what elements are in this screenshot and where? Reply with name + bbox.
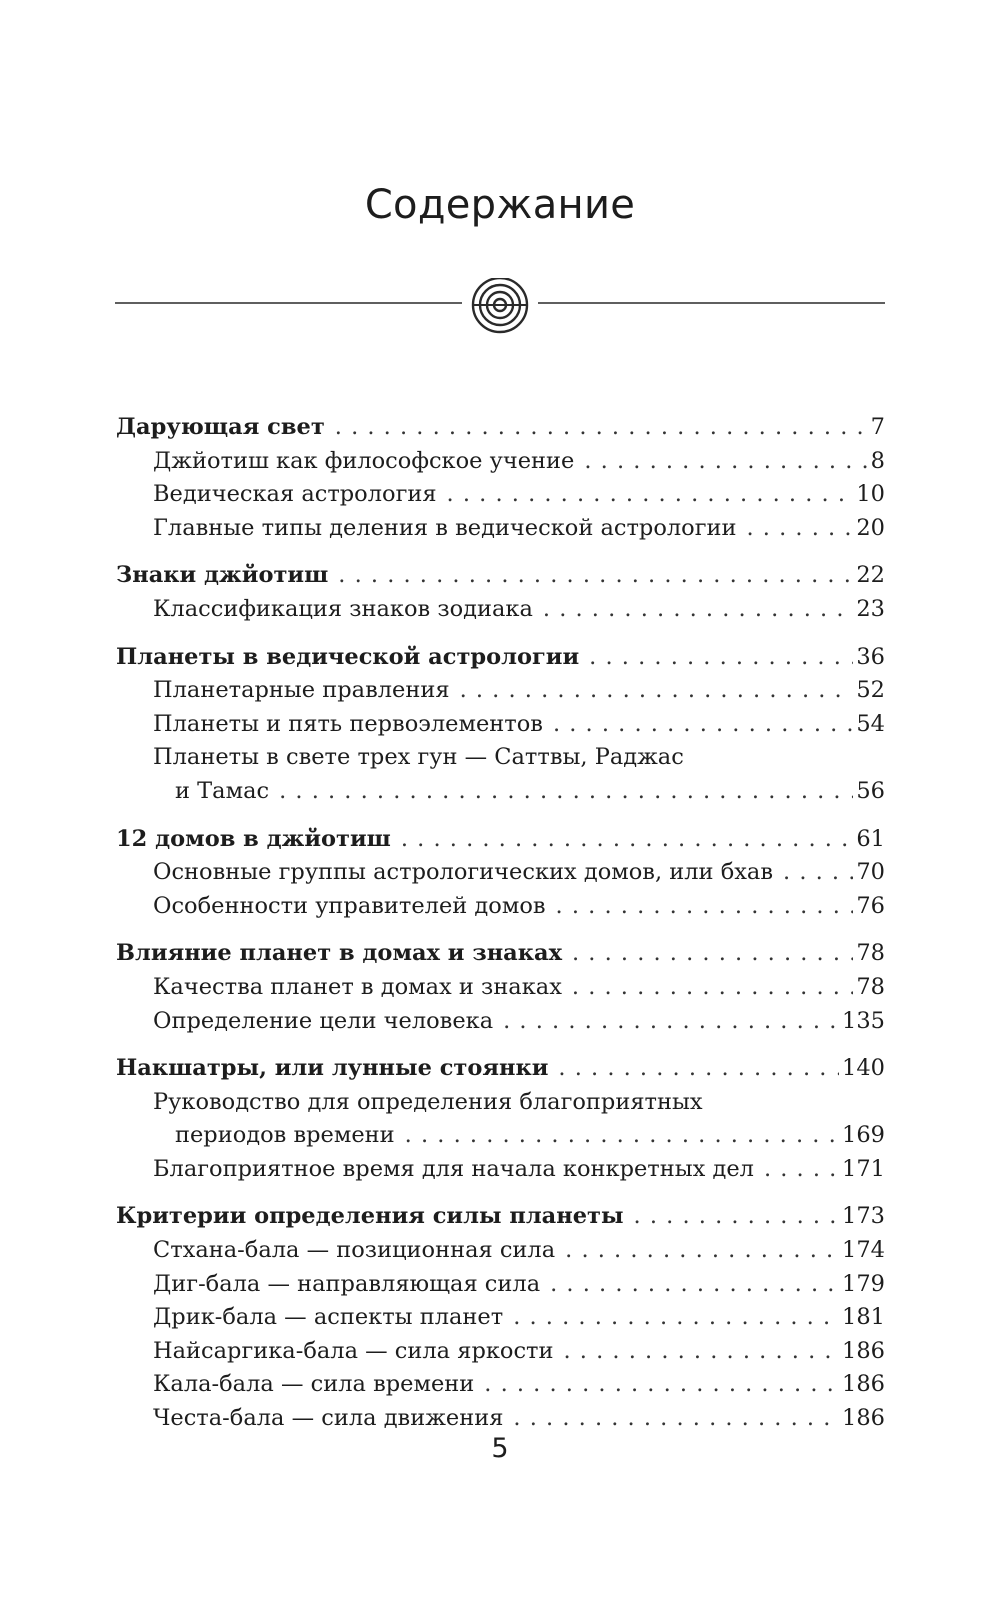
toc-chapter-entry — [116, 1052, 885, 1086]
toc-subentry — [116, 1402, 885, 1436]
entry-page-number: 8 — [870, 447, 885, 474]
divider-ornament — [115, 278, 885, 342]
toc-subentry — [116, 674, 885, 708]
entry-title: и Тамас — [175, 777, 270, 804]
entry-title: Определение цели человека — [153, 1007, 494, 1034]
table-of-contents — [116, 411, 885, 1450]
dot-leader — [335, 411, 868, 445]
entry-title: периодов времени — [175, 1122, 395, 1149]
entry-title: Планетарные правления — [153, 677, 450, 704]
entry-page-number: 70 — [856, 859, 885, 886]
toc-section — [116, 1052, 885, 1186]
dot-leader — [565, 1234, 839, 1268]
entry-page-number: 61 — [856, 825, 885, 852]
entry-page-number: 78 — [856, 940, 885, 967]
entry-title: Накшатры, или лунные стоянки — [116, 1055, 549, 1082]
toc-chapter-entry — [116, 559, 885, 593]
entry-page-number: 186 — [842, 1371, 885, 1398]
entry-page-number: 135 — [842, 1007, 885, 1034]
entry-title: Качества планет в домах и знаках — [153, 973, 562, 1000]
toc-section — [116, 823, 885, 924]
toc-subentry — [116, 445, 885, 479]
toc-subentry — [116, 1234, 885, 1268]
entry-page-number: 54 — [856, 710, 885, 737]
dot-leader — [634, 1200, 840, 1234]
entry-title: Джйотиш как философское учение — [153, 447, 575, 474]
toc-subentry-continuation — [116, 775, 885, 809]
toc-subentry — [116, 971, 885, 1005]
toc-subentry-continuation — [116, 1119, 885, 1153]
dot-leader — [543, 593, 853, 627]
entry-page-number: 7 — [870, 414, 885, 440]
entry-title: Планеты в свете трех гун — Саттвы, Раджас — [153, 744, 684, 771]
entry-page-number: 52 — [856, 677, 885, 704]
entry-title: Кала-бала — сила времени — [153, 1371, 475, 1398]
dot-leader — [553, 708, 853, 742]
dot-leader — [783, 856, 853, 890]
entry-page-number: 186 — [842, 1405, 885, 1432]
entry-page-number: 10 — [856, 481, 885, 508]
toc-subentry — [116, 856, 885, 890]
entry-title: Влияние планет в домах и знаках — [116, 940, 562, 967]
entry-title: Стхана-бала — позиционная сила — [153, 1237, 556, 1264]
dot-leader — [558, 1052, 839, 1086]
entry-page-number: 76 — [856, 892, 885, 919]
toc-chapter-entry — [116, 937, 885, 971]
dot-leader — [747, 512, 854, 546]
entry-title: Планеты в ведической астрологии — [116, 643, 580, 670]
dot-leader — [447, 478, 854, 512]
entry-title: Главные типы деления в ведической астрологии — [153, 514, 737, 541]
entry-page-number: 181 — [842, 1304, 885, 1331]
toc-section — [116, 559, 885, 626]
toc-subentry — [116, 1335, 885, 1369]
dot-leader — [564, 1335, 840, 1369]
entry-title: Знаки джйотиш — [116, 562, 329, 589]
toc-subentry — [116, 478, 885, 512]
dot-leader — [279, 775, 853, 809]
dot-leader — [338, 559, 853, 593]
entry-title: Честа-бала — сила движения — [153, 1405, 504, 1432]
dot-leader — [401, 823, 854, 857]
entry-page-number: 56 — [856, 777, 885, 804]
dot-leader — [405, 1119, 839, 1153]
page-title: Содержание — [364, 182, 636, 228]
dot-leader — [584, 445, 867, 479]
entry-title: Особенности управителей домов — [153, 892, 546, 919]
toc-subentry — [116, 1086, 885, 1120]
toc-chapter-entry — [116, 1200, 885, 1234]
entry-title: 12 домов в джйотиш — [116, 825, 391, 852]
toc-subentry — [116, 741, 885, 775]
dot-leader — [572, 937, 853, 971]
dot-leader — [572, 971, 853, 1005]
dot-leader — [550, 1268, 839, 1302]
toc-subentry — [116, 1268, 885, 1302]
dot-leader — [513, 1402, 839, 1436]
entry-title: Благоприятное время для начала конкретных дел — [153, 1155, 754, 1182]
entry-page-number: 23 — [856, 595, 885, 622]
toc-subentry — [116, 1301, 885, 1335]
entry-title: Критерии определения силы планеты — [116, 1203, 624, 1230]
entry-page-number: 36 — [856, 643, 885, 670]
entry-title: Классификация знаков зодиака — [153, 595, 533, 622]
dot-leader — [503, 1005, 839, 1039]
concentric-circles-icon — [473, 278, 527, 332]
entry-title: Дарующая свет — [116, 414, 325, 440]
dot-leader — [460, 674, 854, 708]
entry-page-number: 171 — [842, 1155, 885, 1182]
entry-page-number: 78 — [856, 973, 885, 1000]
entry-page-number: 22 — [856, 562, 885, 589]
toc-section — [116, 641, 885, 809]
entry-page-number: 20 — [856, 514, 885, 541]
entry-page-number: 173 — [842, 1203, 885, 1230]
toc-chapter-entry — [116, 823, 885, 857]
entry-page-number: 169 — [842, 1122, 885, 1149]
entry-title: Руководство для определения благоприятных — [153, 1088, 703, 1115]
entry-title: Основные группы астрологических домов, или бхав — [153, 859, 774, 886]
toc-chapter-entry — [116, 641, 885, 675]
toc-section — [116, 1200, 885, 1435]
toc-section — [116, 937, 885, 1038]
entry-title: Дрик-бала — аспекты планет — [153, 1304, 504, 1331]
toc-chapter-entry — [116, 411, 885, 445]
dot-leader — [589, 641, 853, 675]
entry-title: Найсаргика-бала — сила яркости — [153, 1337, 554, 1364]
entry-page-number: 186 — [842, 1337, 885, 1364]
toc-subentry — [116, 708, 885, 742]
dot-leader — [484, 1368, 839, 1402]
toc-subentry — [116, 593, 885, 627]
toc-subentry — [116, 1005, 885, 1039]
entry-title: Ведическая астрология — [153, 481, 437, 508]
entry-page-number: 179 — [842, 1270, 885, 1297]
toc-section — [116, 411, 885, 545]
dot-leader — [764, 1153, 839, 1187]
page-number: 5 — [491, 1433, 509, 1464]
entry-title: Планеты и пять первоэлементов — [153, 710, 543, 737]
entry-title: Диг-бала — направляющая сила — [153, 1270, 541, 1297]
toc-subentry — [116, 1368, 885, 1402]
toc-subentry — [116, 512, 885, 546]
dot-leader — [513, 1301, 839, 1335]
toc-subentry — [116, 890, 885, 924]
entry-page-number: 140 — [842, 1055, 885, 1082]
toc-subentry — [116, 1153, 885, 1187]
dot-leader — [556, 890, 854, 924]
entry-page-number: 174 — [842, 1237, 885, 1264]
